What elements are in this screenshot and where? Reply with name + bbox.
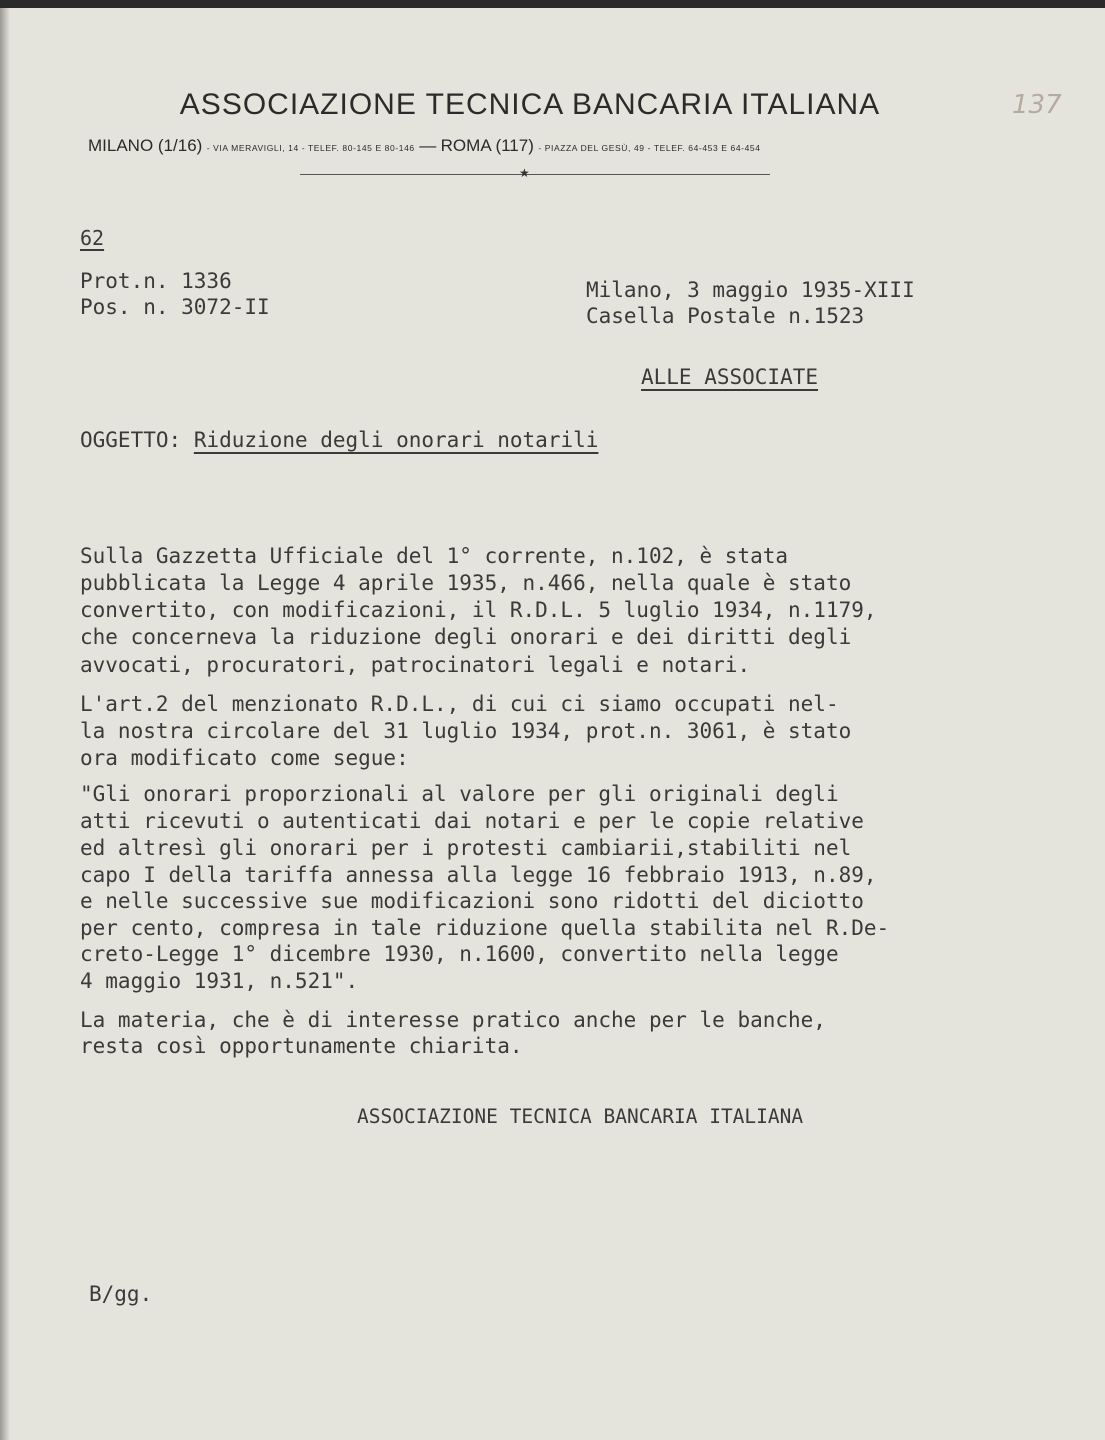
body-line: per cento, compresa in tale riduzione quella stabilita nel R.De- (80, 916, 890, 940)
letterhead-rule (300, 174, 770, 175)
body-line: ora modificato come segue: (80, 746, 409, 770)
body-line: pubblicata la Legge 4 aprile 1935, n.466, nella quale è stato (80, 571, 852, 595)
protocol-block (80, 268, 270, 320)
body-line: capo I della tariffa annessa alla legge 16 febbraio 1913, n.89, (80, 863, 877, 887)
dateline-block (586, 277, 915, 329)
body-line: che concerneva la riduzione degli onorari e dei diritti degli (80, 625, 852, 649)
milan-city: MILANO (1/16) (88, 136, 203, 155)
recipient: ALLE ASSOCIATE (641, 365, 819, 389)
handwritten-annotation: 137 (1012, 90, 1062, 120)
body-line: atti ricevuti o autenticati dai notari e per le copie relative (80, 809, 864, 833)
body-line: convertito, con modificazioni, il R.D.L. 5 luglio 1934, n.1179, (80, 598, 877, 622)
subject-label: OGGETTO: (80, 428, 182, 452)
star-icon: ★ (519, 166, 530, 180)
date-line: Milano, 3 maggio 1935-XIII (586, 278, 915, 302)
letterhead-address (88, 136, 988, 156)
rome-address: - PIAZZA DEL GESÙ, 49 - TELEF. 64-453 E 64-454 (538, 143, 761, 153)
letter-page (0, 8, 1105, 1440)
address-separator: — (419, 136, 437, 155)
protocol-number: Prot.n. 1336 (80, 269, 232, 293)
document-number: 62 (80, 226, 105, 250)
body-line: "Gli onorari proporzionali al valore per gli originali degli (80, 782, 839, 806)
milan-address: - VIA MERAVIGLI, 14 - TELEF. 80-145 E 80-146 (206, 143, 415, 153)
body-line: L'art.2 del menzionato R.D.L., di cui ci siamo occupati nel- (80, 692, 839, 716)
subject-line (80, 428, 598, 452)
body-line: la nostra circolare del 31 luglio 1934, prot.n. 3061, è stato (80, 719, 852, 743)
body-line: 4 maggio 1931, n.521". (80, 969, 359, 993)
subject-text: Riduzione degli onorari notarili (193, 428, 599, 452)
page-edge-shadow (0, 8, 10, 1440)
rome-city: ROMA (117) (440, 136, 534, 155)
letterhead-title-text: ASSOCIAZIONE TECNICA BANCARIA ITALIANA (179, 88, 881, 121)
body-line: creto-Legge 1° dicembre 1930, n.1600, convertito nella legge (80, 942, 839, 966)
body-line: avvocati, procuratori, patrocinatori legali e notari. (80, 653, 751, 677)
signature: ASSOCIAZIONE TECNICA BANCARIA ITALIANA (357, 1105, 804, 1128)
body-line: resta così opportunamente chiarita. (80, 1034, 523, 1058)
body-line: La materia, che è di interesse pratico anche per le banche, (80, 1008, 826, 1032)
body-line: Sulla Gazzetta Ufficiale del 1° corrente, n.102, è stata (80, 544, 789, 568)
position-number: Pos. n. 3072-II (80, 295, 270, 319)
typist-initials: B/gg. (89, 1282, 153, 1306)
po-box-line: Casella Postale n.1523 (586, 304, 865, 328)
letterhead-title (0, 88, 1060, 122)
body-line: e nelle successive sue modificazioni sono ridotti del diciotto (80, 889, 864, 913)
body-line: ed altresì gli onorari per i protesti cambiarii,stabiliti nel (80, 836, 852, 860)
